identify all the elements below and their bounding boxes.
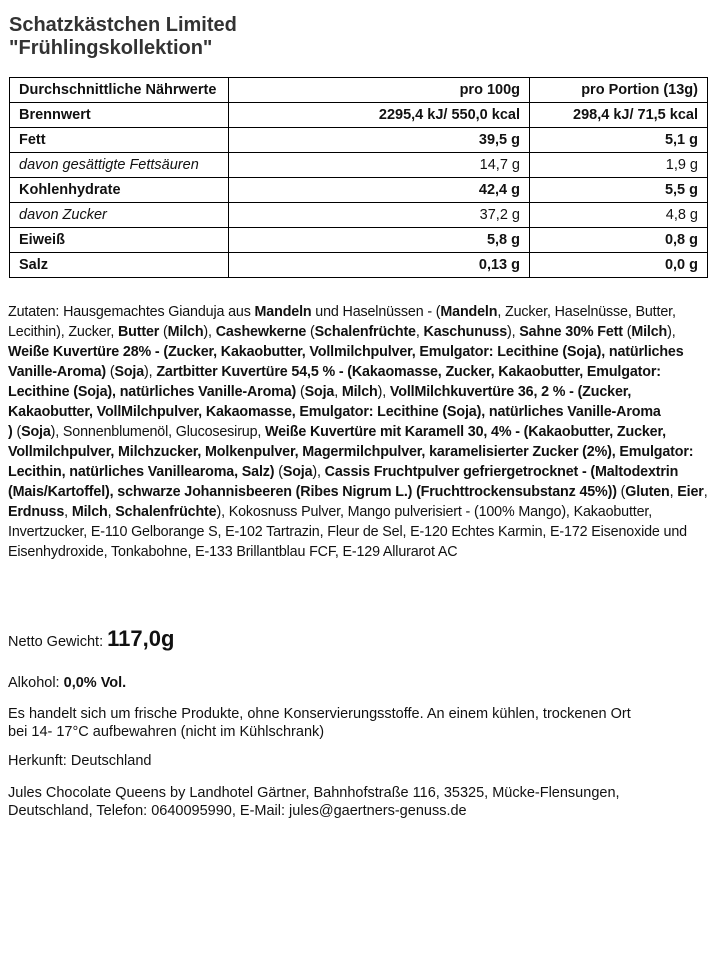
storage-hint-line1: Es handelt sich um frische Produkte, ohne Konservierungsstoffe. An einem kühlen, trockenen Ort: [8, 706, 631, 722]
ingredient-segment: ), Sonnenblumenöl, Glucosesirup,: [50, 424, 266, 440]
nutrient-per-100g: 39,5 g: [229, 128, 530, 153]
nutrient-per-portion: 4,8 g: [530, 203, 708, 228]
ingredient-bold-segment: Mandeln: [440, 304, 498, 320]
nutrient-label: Brennwert: [10, 103, 229, 128]
table-row: [10, 253, 708, 278]
ingredient-bold-segment: Milch: [631, 324, 668, 340]
product-title-line1: Schatzkästchen Limited: [9, 14, 237, 36]
ingredient-bold-segment: Milch: [167, 324, 204, 340]
alcohol-label: Alkohol:: [8, 675, 64, 691]
ingredient-segment: (: [274, 464, 283, 480]
ingredient-bold-segment: Gluten: [625, 484, 670, 500]
ingredient-segment: ),: [203, 324, 216, 340]
ingredients-text: [8, 302, 713, 562]
ingredient-segment: (: [296, 384, 305, 400]
ingredient-bold-segment: Eier: [677, 484, 704, 500]
ingredient-bold-segment: Butter: [117, 324, 160, 340]
product-title-line2: "Frühlingskollektion": [9, 37, 213, 59]
nutrient-per-portion: 298,4 kJ/ 71,5 kcal: [530, 103, 708, 128]
nutrient-per-100g: 2295,4 kJ/ 550,0 kcal: [229, 103, 530, 128]
ingredient-segment: und Haselnüssen - (: [311, 304, 441, 320]
ingredient-segment: ,: [415, 324, 424, 340]
ingredient-segment: (: [106, 364, 115, 380]
ingredient-bold-segment: VollMilchkuvertüre 36, 2 % - (Zucker, Kakaobutter, VollMilchpulver, Kakaomasse, Emulgator: Lecithine (Soja), natürliches Vanille-Aroma: [8, 384, 661, 420]
header-per-100g: pro 100g: [229, 78, 530, 103]
ingredient-segment: ,: [703, 484, 708, 500]
ingredient-bold-segment: Soja: [282, 464, 313, 480]
ingredient-bold-segment: ): [8, 424, 13, 440]
table-row: [10, 153, 708, 178]
storage-hint: [8, 705, 631, 741]
nutrient-per-portion: 5,1 g: [530, 128, 708, 153]
nutrient-per-portion: 5,5 g: [530, 178, 708, 203]
nutrient-label: Salz: [10, 253, 229, 278]
table-row: [10, 178, 708, 203]
ingredient-segment: ),: [507, 324, 520, 340]
address-line2: Deutschland, Telefon: 0640095990, E-Mail: jules@gaertners-genuss.de: [8, 803, 467, 819]
ingredient-bold-segment: Cashewkerne: [215, 324, 307, 340]
netto-label: Netto Gewicht:: [8, 634, 108, 650]
header-per-portion: pro Portion (13g): [530, 78, 708, 103]
nutrient-label: Kohlenhydrate: [10, 178, 229, 203]
nutrition-table: [9, 77, 708, 278]
alcohol-value: 0,0% Vol.: [63, 675, 127, 691]
nutrient-label: Fett: [10, 128, 229, 153]
ingredient-segment: ,: [669, 484, 678, 500]
ingredient-bold-segment: Mandeln: [254, 304, 312, 320]
ingredient-segment: ), Kokosnuss Pulver, Mango pulverisiert - (100% Mango), Kakaobutter, Invertzucker, E-110 Gelborange S, E-102 Tartrazin, Fleur de Sel, E-120 Echtes Karmin, E-172 Eisenoxide und Eisenhydroxide, Tonkabohne, E-133 Brillantblau FCF, E-129 Allurarot AC: [8, 504, 687, 560]
header-label: Durchschnittliche Nährwerte: [10, 78, 229, 103]
nutrient-label: Eiweiß: [10, 228, 229, 253]
table-row: [10, 228, 708, 253]
ingredient-bold-segment: Schalenfrüchte: [314, 324, 416, 340]
nutrient-label: davon gesättigte Fettsäuren: [10, 153, 229, 178]
nutrient-per-100g: 42,4 g: [229, 178, 530, 203]
ingredient-segment: ),: [667, 324, 676, 340]
ingredient-bold-segment: Weiße Kuvertüre mit Karamell 30, 4% - (Kakaobutter, Zucker, Vollmilchpulver, Milchzucker, Molkenpulver, Magermilchpulver, karamelisierter Zucker (2%), Emulgator: Lecithin, natürliches Vanillearoma, Salz): [8, 424, 694, 480]
manufacturer-address: [8, 784, 620, 820]
nutrient-per-100g: 5,8 g: [229, 228, 530, 253]
alcohol-info: [8, 674, 126, 692]
ingredient-bold-segment: Kaschunuss: [423, 324, 508, 340]
netto-weight: [8, 626, 175, 651]
table-row: [10, 103, 708, 128]
product-title: [9, 14, 237, 60]
ingredient-bold-segment: Milch: [341, 384, 378, 400]
ingredient-segment: ),: [377, 384, 390, 400]
ingredient-segment: (: [159, 324, 168, 340]
ingredient-segment: ,: [334, 384, 342, 400]
ingredient-bold-segment: Soja: [114, 364, 145, 380]
origin: Herkunft: Deutschland: [8, 753, 152, 769]
nutrient-per-portion: 0,0 g: [530, 253, 708, 278]
ingredient-segment: (: [616, 484, 626, 500]
nutrient-per-100g: 14,7 g: [229, 153, 530, 178]
ingredient-segment: ),: [312, 464, 325, 480]
ingredient-bold-segment: Erdnuss: [8, 504, 65, 520]
ingredient-segment: Zutaten: Hausgemachtes Gianduja aus: [8, 304, 255, 320]
nutrient-per-portion: 1,9 g: [530, 153, 708, 178]
ingredient-bold-segment: Zartbitter Kuvertüre 54,5 % - (Kakaomasse, Zucker, Kakaobutter, Emulgator: Lecithine (Soja), natürliches Vanille-Aroma): [8, 364, 661, 400]
nutrient-per-100g: 37,2 g: [229, 203, 530, 228]
netto-value: 117,0g: [107, 626, 175, 651]
address-line1: Jules Chocolate Queens by Landhotel Gärtner, Bahnhofstraße 116, 35325, Mücke-Flensungen,: [8, 785, 620, 801]
storage-hint-line2: bei 14- 17°C aufbewahren (nicht im Kühlschrank): [8, 724, 325, 740]
ingredient-bold-segment: Sahne 30% Fett: [519, 324, 623, 340]
table-row: [10, 203, 708, 228]
table-row: [10, 128, 708, 153]
nutrient-per-100g: 0,13 g: [229, 253, 530, 278]
ingredient-bold-segment: Soja: [304, 384, 335, 400]
ingredient-segment: (: [306, 324, 315, 340]
ingredient-segment: (: [12, 424, 22, 440]
ingredient-segment: ),: [144, 364, 157, 380]
ingredient-segment: ,: [64, 504, 72, 520]
ingredient-bold-segment: Cassis Fruchtpulver gefriergetrocknet - (Maltodextrin (Mais/Kartoffel), schwarze Johannisbeeren (Ribes Nigrum L.) (Fruchttrockensubstanz 45%)): [8, 464, 679, 500]
nutrition-header-row: [10, 78, 708, 103]
ingredient-segment: ,: [107, 504, 116, 520]
ingredient-segment: , Zucker, Haselnüsse, Butter, Lecithin), Zucker,: [8, 304, 676, 340]
ingredient-bold-segment: Schalenfrüchte: [115, 504, 217, 520]
nutrient-per-portion: 0,8 g: [530, 228, 708, 253]
nutrient-label: davon Zucker: [10, 203, 229, 228]
ingredient-bold-segment: Milch: [71, 504, 108, 520]
ingredient-bold-segment: Weiße Kuvertüre 28% - (Zucker, Kakaobutter, Vollmilchpulver, Emulgator: Lecithine (Soja), natürliches Vanille-Aroma): [8, 344, 684, 380]
ingredient-segment: (: [622, 324, 632, 340]
ingredient-bold-segment: Soja: [21, 424, 51, 440]
